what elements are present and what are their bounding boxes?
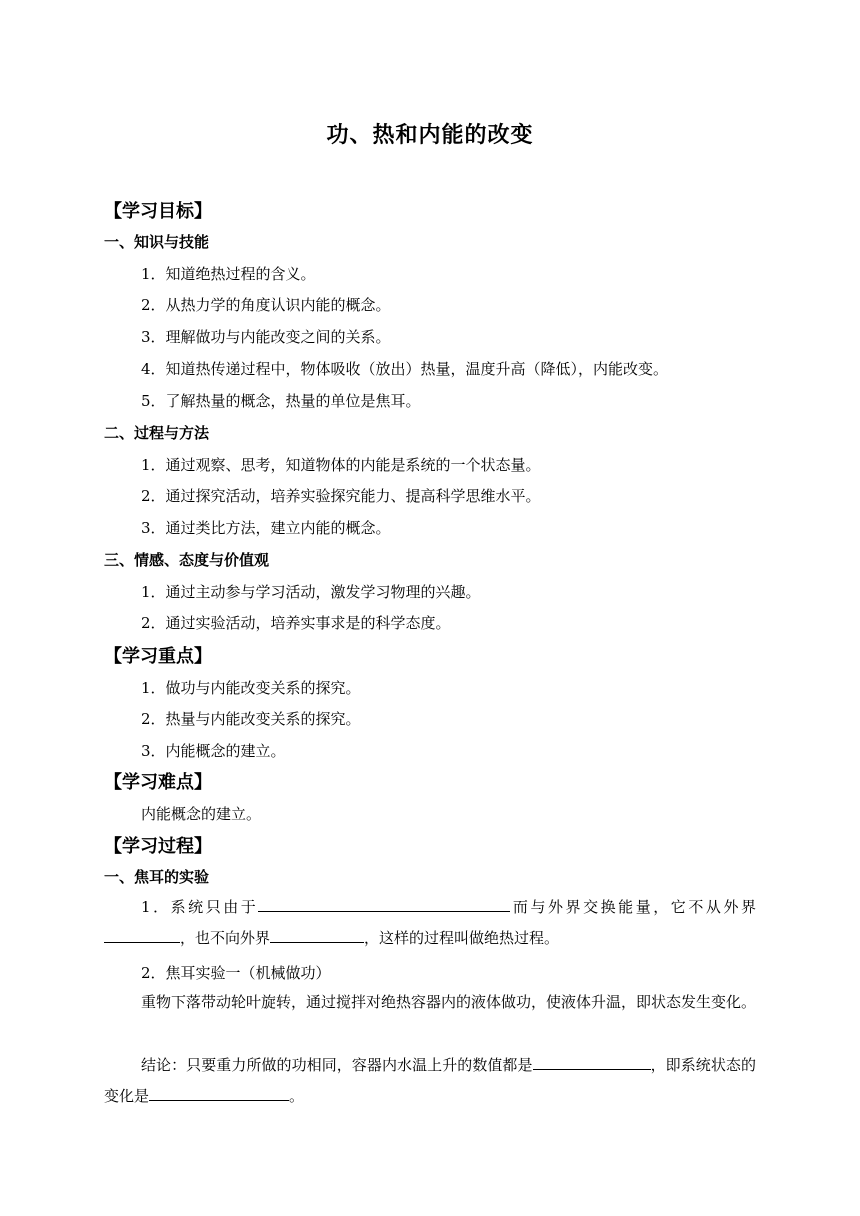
learning-process-heading: 【学习过程】 bbox=[104, 836, 212, 857]
process-item-3: 3．通过类比方法，建立内能的概念。 bbox=[141, 519, 391, 537]
difficulty-text: 内能概念的建立。 bbox=[141, 805, 262, 823]
answer-blank-5[interactable] bbox=[149, 1084, 289, 1101]
adiabatic-question bbox=[104, 892, 756, 954]
key-point-2: 2．热量与内能改变关系的探究。 bbox=[141, 710, 361, 728]
attitude-item-1: 1．通过主动参与学习活动，激发学习物理的兴趣。 bbox=[141, 583, 481, 601]
page-title: 功、热和内能的改变 bbox=[326, 122, 534, 148]
process-item-1: 1．通过观察、思考，知道物体的内能是系统的一个状态量。 bbox=[141, 456, 541, 474]
key-points-heading: 【学习重点】 bbox=[104, 646, 212, 667]
key-point-1: 1．做功与内能改变关系的探究。 bbox=[141, 679, 361, 697]
knowledge-item-2: 2．从热力学的角度认识内能的概念。 bbox=[141, 296, 391, 314]
answer-blank-3[interactable] bbox=[270, 926, 364, 943]
difficulties-heading: 【学习难点】 bbox=[104, 772, 212, 793]
q1-part-b: 而与外界交换能量，它不从外界 bbox=[510, 898, 756, 916]
experiment-description: 重物下落带动轮叶旋转，通过搅拌对绝热容器内的液体做功，使液体升温，即状态发生变化。 bbox=[141, 993, 757, 1011]
joule-experiment-heading: 一、焦耳的实验 bbox=[104, 868, 210, 886]
knowledge-item-1: 1．知道绝热过程的含义。 bbox=[141, 265, 316, 283]
objectives-heading: 【学习目标】 bbox=[104, 201, 212, 222]
answer-blank-2[interactable] bbox=[104, 926, 180, 943]
answer-blank-4[interactable] bbox=[533, 1053, 651, 1070]
knowledge-item-3: 3．理解做功与内能改变之间的关系。 bbox=[141, 328, 391, 346]
conclusion-question bbox=[104, 1050, 756, 1112]
conclusion-part-c: 。 bbox=[289, 1087, 305, 1105]
conclusion-part-a: 结论：只要重力所做的功相同，容器内水温上升的数值都是 bbox=[141, 1056, 533, 1074]
conclusion-part-b: ，即系统状态的变化是 bbox=[104, 1056, 756, 1105]
attitude-heading: 三、情感、态度与价值观 bbox=[104, 551, 270, 569]
knowledge-item-5: 5．了解热量的概念，热量的单位是焦耳。 bbox=[141, 392, 421, 410]
attitude-item-2: 2．通过实验活动，培养实事求是的科学态度。 bbox=[141, 614, 451, 632]
key-point-3: 3．内能概念的建立。 bbox=[141, 742, 286, 760]
joule-experiment-1: 2．焦耳实验一（机械做功） bbox=[141, 964, 331, 982]
process-method-heading: 二、过程与方法 bbox=[104, 424, 210, 442]
knowledge-heading: 一、知识与技能 bbox=[104, 233, 210, 251]
process-item-2: 2．通过探究活动，培养实验探究能力、提高科学思维水平。 bbox=[141, 487, 541, 505]
answer-blank-1[interactable] bbox=[258, 895, 510, 912]
q1-part-c: ，也不向外界 bbox=[180, 929, 271, 947]
knowledge-item-4: 4．知道热传递过程中，物体吸收（放出）热量，温度升高（降低），内能改变。 bbox=[141, 360, 669, 378]
q1-part-d: ，这样的过程叫做绝热过程。 bbox=[364, 929, 560, 947]
q1-part-a: 1．系统只由于 bbox=[141, 898, 259, 916]
